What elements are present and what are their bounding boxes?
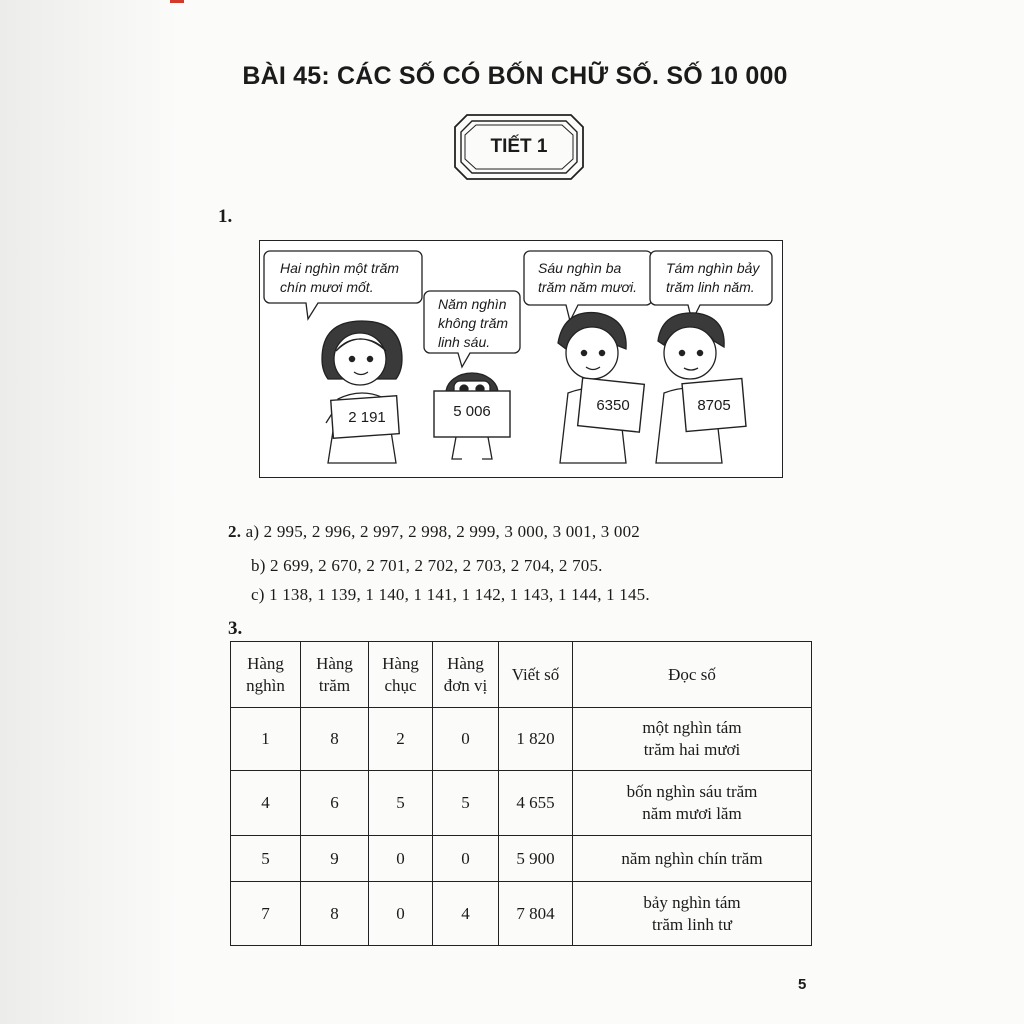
- bubble-girl: [280, 259, 399, 297]
- cell-tens: 0: [369, 836, 433, 882]
- header-line: nghìn: [246, 675, 285, 695]
- exercise-2-label-c: c): [251, 585, 265, 604]
- header-line: Hàng: [316, 653, 353, 673]
- exercise-2-line-c: [251, 585, 650, 605]
- cell-reading: [573, 882, 812, 946]
- reading-line: trăm hai mươi: [643, 740, 741, 759]
- cell-units: 0: [433, 836, 499, 882]
- reading-line: trăm linh tư: [651, 914, 733, 934]
- reading-line: bảy nghìn tám: [643, 892, 741, 912]
- table-row: [231, 771, 812, 836]
- bubble-boy-2: [666, 259, 759, 297]
- exercise-2-number: 2.: [228, 522, 242, 541]
- cell-hundreds: 9: [301, 836, 369, 882]
- header-line: Hàng: [247, 653, 284, 673]
- exercise-1-number: 1.: [218, 206, 233, 227]
- cell-thousands: 1: [231, 708, 301, 771]
- cell-reading: [573, 708, 812, 771]
- cell-written: 4 655: [499, 771, 573, 836]
- bubble-girl-line: Hai nghìn một trăm: [280, 260, 400, 276]
- header-line: Hàng: [447, 653, 484, 673]
- top-mark: [170, 0, 184, 3]
- reading-line: bốn nghìn sáu trăm: [626, 782, 758, 801]
- cell-thousands: 4: [231, 771, 301, 836]
- table-row: [231, 836, 812, 882]
- bubble-robot-line: không trăm: [438, 315, 509, 331]
- bubble-robot: [438, 295, 508, 352]
- card-robot-number: 5 006: [453, 403, 491, 420]
- bubble-boy-1-line: Sáu nghìn ba: [538, 260, 622, 276]
- exercise-2-label-b: b): [251, 556, 266, 575]
- bubble-boy-1: [538, 259, 637, 297]
- exercise-2-label-a: a): [245, 522, 260, 541]
- table-header-row: [231, 642, 812, 708]
- cell-tens: 2: [369, 708, 433, 771]
- exercise-2-text-b: 2 699, 2 670, 2 701, 2 702, 2 703, 2 704, 2 705.: [270, 556, 603, 575]
- table-row: [231, 882, 812, 946]
- reading-line: một nghìn tám: [642, 718, 742, 737]
- cell-thousands: 5: [231, 836, 301, 882]
- page-shadow: [0, 0, 180, 1024]
- bubble-robot-line: linh sáu.: [438, 334, 491, 350]
- reading-line: năm mươi lăm: [642, 804, 742, 823]
- exercise-3-number: 3.: [228, 618, 243, 639]
- bubble-robot-line: Năm nghìn: [438, 296, 507, 312]
- header-line: Viết số: [511, 664, 560, 684]
- exercise-2-text-a: 2 995, 2 996, 2 997, 2 998, 2 999, 3 000, 3 001, 3 002: [263, 522, 640, 541]
- table-row: [231, 708, 812, 771]
- cell-units: 0: [433, 708, 499, 771]
- cell-reading: [573, 836, 812, 882]
- exercise-2-line-b: [251, 556, 603, 576]
- lesson-title: BÀI 45: CÁC SỐ CÓ BỐN CHỮ SỐ. SỐ 10 000: [242, 62, 788, 90]
- cell-tens: 5: [369, 771, 433, 836]
- cell-reading: [573, 771, 812, 836]
- bubble-boy-2-line: Tám nghìn bảy: [666, 260, 760, 276]
- exercise-2-line-a: [228, 522, 640, 542]
- card-girl-number: 2 191: [348, 409, 386, 426]
- bubble-boy-2-line: trăm linh năm.: [666, 279, 755, 295]
- header-line: chục: [384, 675, 417, 695]
- cell-written: 7 804: [499, 882, 573, 946]
- header-line: Hàng: [382, 653, 419, 673]
- page-number: 5: [798, 976, 807, 993]
- header-written: [499, 642, 573, 708]
- cell-tens: 0: [369, 882, 433, 946]
- header-line: đơn vị: [443, 675, 488, 695]
- cell-thousands: 7: [231, 882, 301, 946]
- exercise-1-illustration: [259, 240, 783, 478]
- header-reading: [573, 642, 812, 708]
- bubble-girl-line: chín mươi mốt.: [280, 279, 374, 295]
- card-boy-2-number: 8705: [697, 397, 731, 414]
- section-title: TIẾT 1: [490, 136, 548, 157]
- header-tens: [369, 642, 433, 708]
- header-units: [433, 642, 499, 708]
- header-line: Đọc số: [668, 664, 716, 684]
- reading-line: năm nghìn chín trăm: [621, 848, 763, 868]
- section-badge: [453, 113, 585, 181]
- header-line: trăm: [318, 675, 351, 695]
- header-thousands: [231, 642, 301, 708]
- cell-hundreds: 8: [301, 882, 369, 946]
- cell-written: 5 900: [499, 836, 573, 882]
- cell-units: 4: [433, 882, 499, 946]
- cell-units: 5: [433, 771, 499, 836]
- bubble-boy-1-line: trăm năm mươi.: [538, 279, 638, 295]
- header-hundreds: [301, 642, 369, 708]
- cell-hundreds: 8: [301, 708, 369, 771]
- card-boy-1-number: 6350: [596, 397, 630, 414]
- cell-hundreds: 6: [301, 771, 369, 836]
- cell-written: 1 820: [499, 708, 573, 771]
- exercise-2-text-c: 1 138, 1 139, 1 140, 1 141, 1 142, 1 143, 1 144, 1 145.: [269, 585, 650, 604]
- place-value-table: [230, 641, 812, 946]
